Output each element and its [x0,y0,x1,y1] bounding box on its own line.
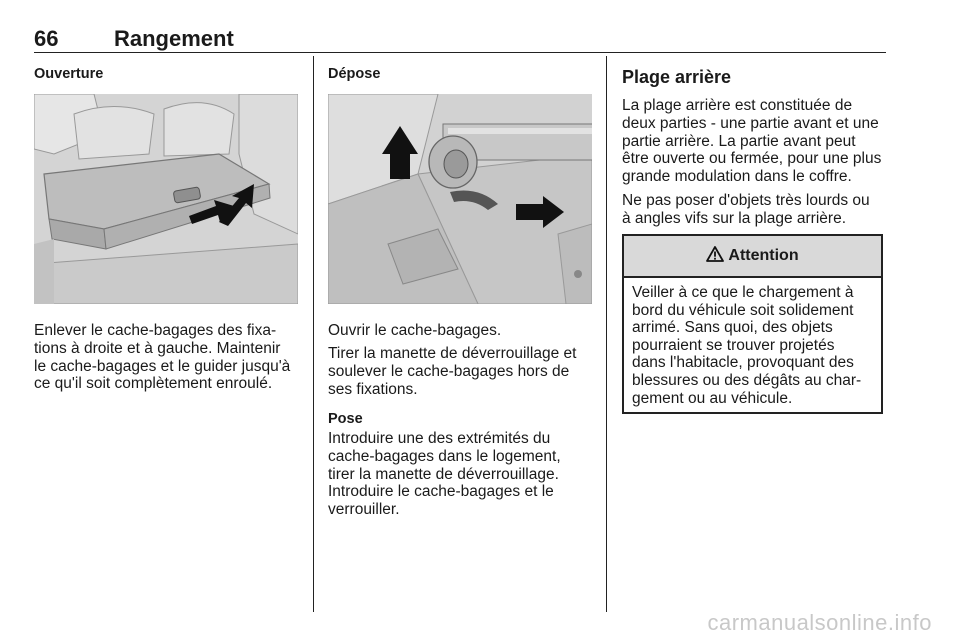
attention-title: Attention [728,247,799,264]
pose-text: Introduire une des extrémités du cache-bagages dans le logement, tirer la manette de déverrouillage. Introduire le cache-bagages et le verrouiller. [328,430,561,519]
section-heading-pose: Pose [328,411,363,427]
section-heading-depose: Dépose [328,66,381,82]
warning-triangle-icon [706,246,724,267]
attention-text: Veiller à ce que le chargement à bord du véhicule soit solidement arrimé. Sans quoi, des objets pourraient se trouver projetés dans l'habitacle, provoquant des blessures ou des dégâts au char- gement ou au véhicule. [632,284,862,407]
depose-text-2: Tirer la manette de déverrouillage et soulever le cache-bagages hors de ses fixations. [328,345,577,398]
watermark: carmanualsonline.info [707,610,932,635]
page-title: Rangement [114,26,234,51]
section-heading-ouverture: Ouverture [34,66,104,82]
attention-header [624,236,881,278]
attention-box [622,234,883,414]
plage-arriere-text-2: Ne pas poser d'objets très lourds ou à angles vifs sur la plage arrière. [622,192,870,227]
depose-text-1: Ouvrir le cache-bagages. [328,322,502,339]
column-divider-2 [606,56,607,612]
illustration-cover-opening [34,94,298,304]
column-divider-1 [313,56,314,612]
page-number: 66 [34,26,59,51]
section-heading-plage-arriere: Plage arrière [622,67,732,87]
illustration-cover-removal [328,94,592,304]
plage-arriere-text-1: La plage arrière est constituée de deux parties - une partie avant et une partie arrière. La partie avant peut être ouverte ou fermée, pour une plus grande modulation dans le coffre. [622,97,882,186]
ouverture-text: Enlever le cache-bagages des fixa- tions à droite et à gauche. Maintenir le cache-bagages et le guider jusqu'à ce qu'il soit complètement enroulé. [34,322,291,393]
page-header [34,26,886,53]
